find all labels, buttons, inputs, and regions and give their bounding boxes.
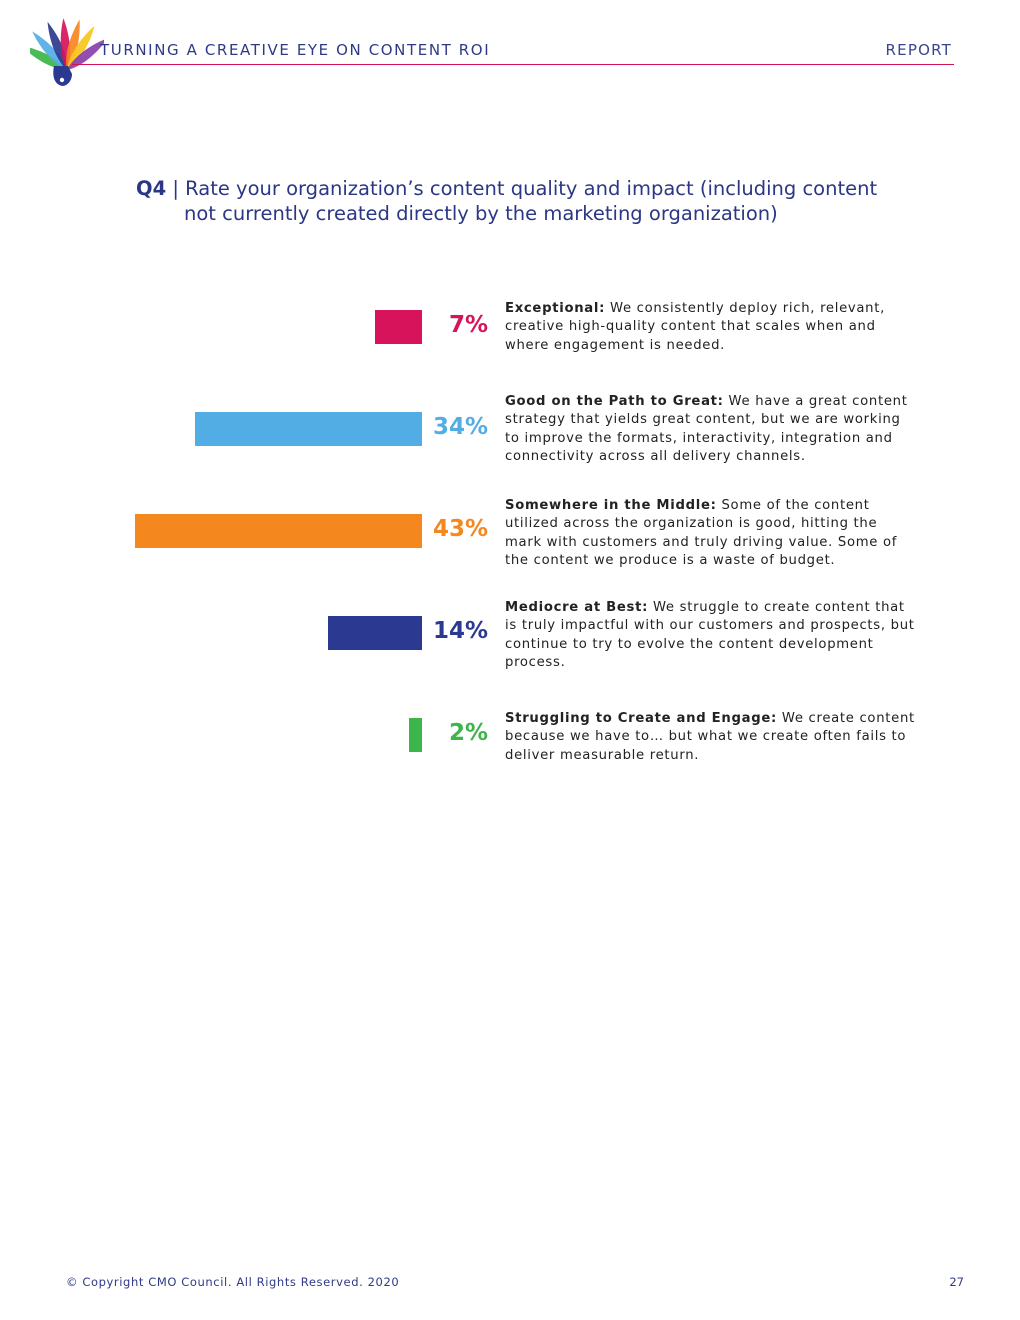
question-number: Q4 bbox=[136, 177, 167, 200]
category-description-3 bbox=[505, 497, 917, 571]
bar-value-label-1: 7% bbox=[448, 312, 488, 338]
category-label-3: Somewhere in the Middle: bbox=[505, 498, 717, 513]
bar-4 bbox=[328, 616, 422, 650]
category-text-4: We struggle to create content that is truly impactful with our customers and prospects, but continue to try to evolve the content development process. bbox=[505, 600, 915, 671]
category-label-5: Struggling to Create and Engage: bbox=[505, 711, 777, 726]
report-title: TURNING A CREATIVE EYE ON CONTENT ROI bbox=[100, 41, 491, 59]
category-label-2: Good on the Path to Great: bbox=[505, 394, 724, 409]
section-label: REPORT bbox=[885, 41, 952, 59]
category-text-1: We consistently deploy rich, relevant, creative high-quality content that scales when and where engagement is needed. bbox=[505, 301, 886, 353]
question-separator: | bbox=[166, 177, 186, 200]
page-number: 27 bbox=[949, 1275, 964, 1289]
category-description-4 bbox=[505, 599, 917, 673]
bar-value-label-5: 2% bbox=[448, 720, 488, 746]
question-text-line2: not currently created directly by the marketing organization) bbox=[184, 202, 778, 225]
category-text-5: We create content because we have to… but what we create often fails to deliver measurable return. bbox=[505, 711, 915, 763]
bar-value-label-3: 43% bbox=[432, 516, 488, 542]
bar-3 bbox=[135, 514, 422, 548]
category-text-2: We have a great content strategy that yields great content, but we are working to improve the formats, interactivity, integration and connectivity across all delivery channels. bbox=[505, 394, 908, 465]
category-description-5 bbox=[505, 710, 917, 765]
question-heading bbox=[136, 176, 916, 226]
category-text-3: Some of the content utilized across the organization is good, hitting the mark with customers and truly driving value. Some of the content we produce is a waste of budget. bbox=[505, 498, 898, 569]
bar-2 bbox=[195, 412, 422, 446]
category-label-4: Mediocre at Best: bbox=[505, 600, 649, 615]
question-text-line1: Rate your organization’s content quality and impact (including content bbox=[185, 177, 878, 200]
category-description-2 bbox=[505, 393, 917, 467]
category-description-1 bbox=[505, 300, 917, 355]
bar-value-label-4: 14% bbox=[432, 618, 488, 644]
category-label-1: Exceptional: bbox=[505, 301, 606, 316]
copyright-notice: © Copyright CMO Council. All Rights Reserved. 2020 bbox=[66, 1275, 400, 1289]
bar-value-label-2: 34% bbox=[432, 414, 488, 440]
cmo-council-logo-icon bbox=[30, 14, 104, 90]
header-divider bbox=[72, 64, 954, 65]
bar-1 bbox=[375, 310, 422, 344]
